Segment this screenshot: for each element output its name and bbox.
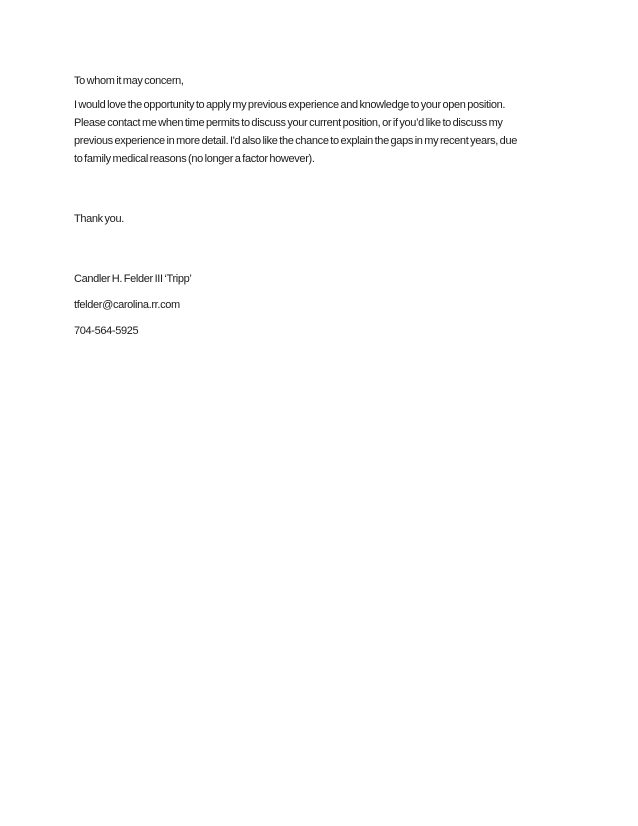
signature-name: Candler H. Felder III ‘Tripp’ <box>74 273 192 285</box>
phone-number: 704-564-5925 <box>74 325 139 337</box>
greeting: To whom it may concern, <box>74 75 184 87</box>
body-paragraph <box>74 96 564 168</box>
body-line: I would love the opportunity to apply my previous experience and knowledge to your open position. <box>74 99 506 111</box>
closing: Thank you. <box>74 213 124 225</box>
email-address: tfelder@carolina.rr.com <box>74 299 180 311</box>
body-line: to family medical reasons (no longer a factor however). <box>74 153 315 165</box>
body-line: previous experience in more detail. I'd also like the chance to explain the gaps in my recent years, due <box>74 135 517 147</box>
cover-letter <box>74 72 564 340</box>
body-line: Please contact me when time permits to discuss your current position, or if you’d like to discuss my <box>74 117 503 129</box>
